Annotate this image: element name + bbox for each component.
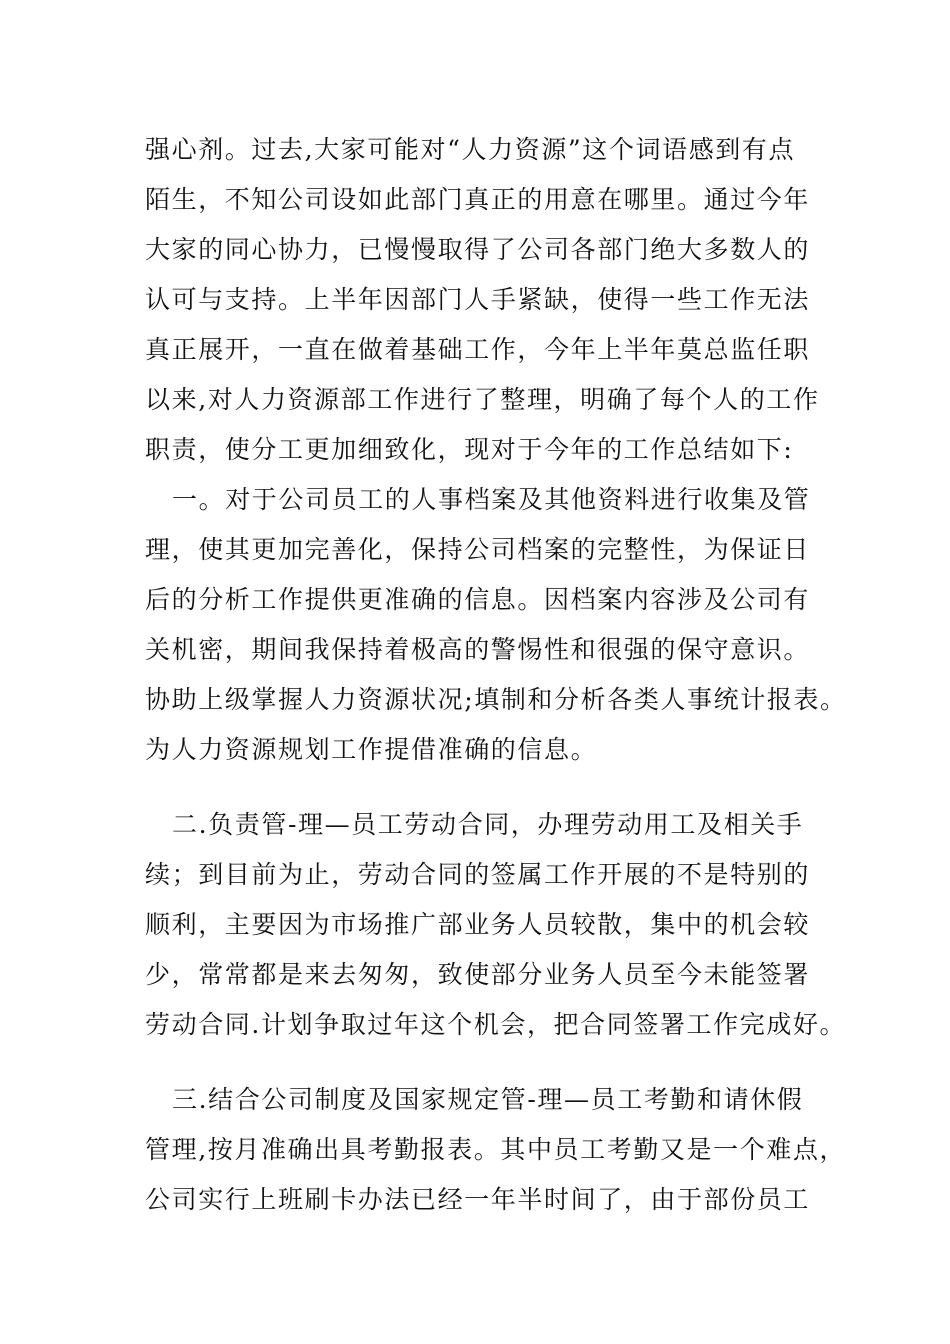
- text-line: 以来,对人力资源部工作进行了整理，明确了每个人的工作: [145, 385, 820, 414]
- text-line: 续；到目前为止，劳动合同的签属工作开展的不是特别的: [145, 860, 811, 889]
- text-line: 职责，使分工更加细致化，现对于今年的工作总结如下:: [145, 435, 794, 464]
- text-line: 劳动合同.计划争取过年这个机会，把合同签署工作完成好。: [145, 1010, 847, 1039]
- text-line: 关机密，期间我保持着极高的警惕性和很强的保守意识。: [145, 635, 811, 664]
- text-line: 大家的同心协力，已慢慢取得了公司各部门绝大多数人的: [145, 235, 811, 264]
- text-line: 强心剂。过去,大家可能对“人力资源”这个词语感到有点: [145, 135, 796, 164]
- text-line: 协助上级掌握人力资源状况;填制和分析各类人事统计报表。: [145, 685, 847, 714]
- text-line: 认可与支持。上半年因部门人手紧缺，使得一些工作无法: [145, 285, 811, 314]
- text-line: 管理,按月准确出具考勤报表。其中员工考勤又是一个难点，: [145, 1135, 847, 1164]
- text-line: 少，常常都是来去匆匆，致使部分业务人员至今未能签署: [145, 960, 811, 989]
- text-line: 公司实行上班刷卡办法已经一年半时间了，由于部份员工: [145, 1185, 811, 1214]
- text-line: 为人力资源规划工作提借准确的信息。: [145, 735, 598, 764]
- section-heading-3: 三.结合公司制度及国家规定管-理—员工考勤和请休假: [172, 1085, 804, 1114]
- text-line: 后的分析工作提供更准确的信息。因档案内容涉及公司有: [145, 585, 811, 614]
- text-line: 真正展开，一直在做着基础工作，今年上半年莫总监任职: [145, 335, 811, 364]
- text-line: 陌生，不知公司设如此部门真正的用意在哪里。通过今年: [145, 185, 811, 214]
- section-heading-2: 二.负责管-理—员工劳动合同，办理劳动用工及相关手: [172, 810, 804, 839]
- section-heading-1: 一。对于公司员工的人事档案及其他资料进行收集及管: [172, 485, 811, 514]
- text-line: 顺利，主要因为市场推广部业务人员较散，集中的机会较: [145, 910, 811, 939]
- text-line: 理，使其更加完善化，保持公司档案的完整性，为保证日: [145, 535, 811, 564]
